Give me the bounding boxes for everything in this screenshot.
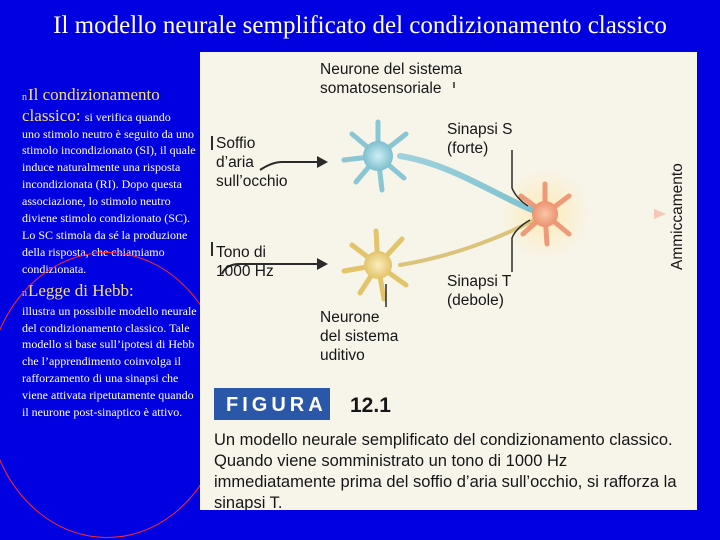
tone-label: Tono di 1000 Hz <box>216 244 274 280</box>
blink-arrowhead <box>654 209 666 219</box>
somatosensory-label: Neurone del sistema somatosensoriale <box>320 61 463 97</box>
section-heading-hebb <box>22 282 200 303</box>
synapse-t-label: Sinapsi T (debole) <box>447 273 512 309</box>
somatosensory-neuron <box>344 122 406 190</box>
auditory-label: Neurone del sistema uditivo <box>320 309 399 364</box>
slide-title: Il modello neurale semplificato del condizionamento classico <box>53 12 667 39</box>
hebb-heading-text: Legge di Hebb: <box>28 280 134 300</box>
bullet-marker: n <box>22 287 27 299</box>
heading-line-2-row <box>22 107 200 126</box>
hebb-body: illustra un possibile modello neurale del condizionamento classico. Tale modello si base sull’ipotesi di Hebb che l’apprendimento coinvolga il rafforzamento di una sinapsi che viene attivata ripetutamente quando il neurone post-sinaptico è attivo. <box>22 303 197 420</box>
blink-label: Ammiccamento <box>669 163 686 270</box>
left-text-panel <box>22 86 200 421</box>
air-puff-arrow <box>260 156 328 170</box>
bullet-marker: n <box>22 92 27 103</box>
air-puff-label: Soffio d’aria sull’occhio <box>216 135 288 190</box>
synapse-s-label: Sinapsi S (forte) <box>447 121 513 157</box>
figure-number: 12.1 <box>350 394 391 417</box>
heading-line-2: classico: <box>22 106 81 125</box>
auditory-neuron <box>344 231 406 299</box>
section-heading-conditioning <box>22 86 200 107</box>
heading-line-1: Il condizionamento <box>28 85 160 104</box>
figure-12-1 <box>200 52 697 510</box>
figure-badge-text: FIGURA <box>226 394 327 416</box>
figure-caption: Un modello neurale semplificato del condizionamento classico. Quando viene somministrato un tono di 1000 Hz immediatamente prima del soffio d’aria sull’occhio, si rafforza la sinapsi T. <box>214 431 677 510</box>
conditioning-body: uno stimolo neutro è seguito da uno stimolo incondizionato (SI), il quale induce naturalmente una risposta incondizionata (RI). Dopo questa associazione, lo stimolo neutro diviene stimolo condizionato (SC). Lo SC stimola da sé la produzione della risposta, che chiamiamo condizionata. <box>22 126 196 276</box>
intro-text: si verifica quando <box>84 110 171 124</box>
